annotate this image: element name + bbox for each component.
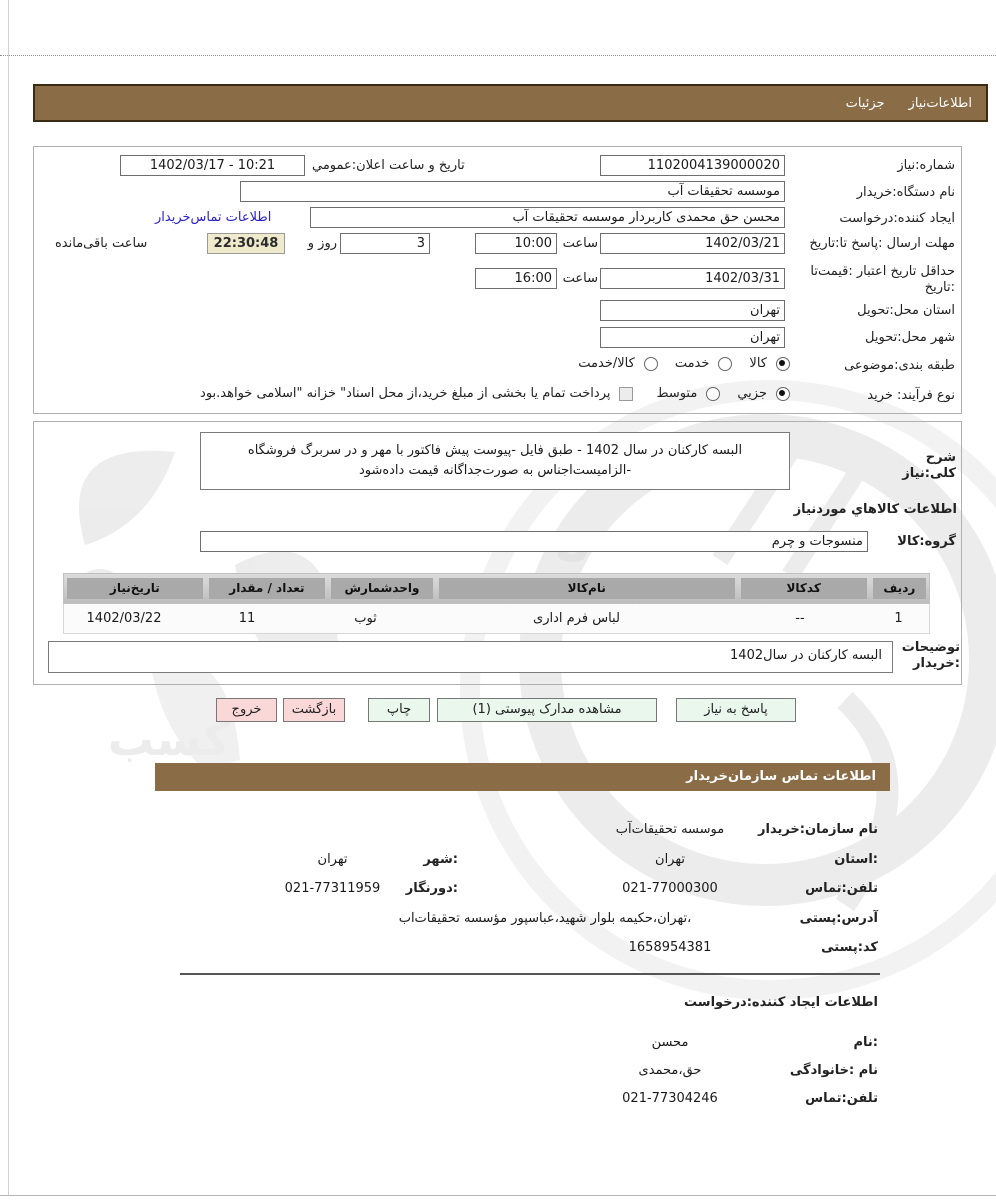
contact-phone-label: تلفن:تماس: [805, 881, 878, 896]
creator-family-label: نام :خانوادگی: [789, 1063, 878, 1078]
section-divider: [180, 973, 880, 975]
price-validity-label: حداقل تاریخ اعتبار :قیمت‌تا :تاریخ: [810, 264, 955, 296]
goods-table-header: [63, 573, 930, 604]
need-description-box[interactable]: البسه کارکنان در سال 1402 - طبق فایل -پیوست پیش فاکتور با مهر و در سربرگ فروشگاه -الزامیست‌اجناس به صورت‌جداگانه قیمت داده‌شود: [200, 432, 790, 490]
contact-province-label: :استان: [834, 852, 878, 867]
col-need-date: تاریخ‌نیاز: [67, 578, 203, 599]
svg-text:کسب: کسب: [107, 712, 230, 766]
goods-table: [63, 573, 930, 634]
tab-details[interactable]: جزئیات: [845, 95, 885, 111]
need-number-label: شماره:نیاز: [897, 158, 955, 173]
radio-service-label: خدمت: [674, 356, 710, 371]
request-creator-header: اطلاعات ایجاد کننده:درخواست: [684, 995, 878, 1010]
need-description-label: شرح کلی:نیاز: [902, 450, 956, 482]
contact-city-value: تهران: [317, 852, 348, 867]
exit-button[interactable]: خروج: [216, 698, 277, 722]
treasury-payment-checkbox[interactable]: [619, 387, 633, 401]
request-creator-value[interactable]: محسن حق محمدی کاربردار موسسه تحقیقات آب: [310, 207, 785, 228]
contact-fax-value: 021-77311959: [284, 881, 381, 896]
tab-need-info[interactable]: اطلاعات‌نیاز: [908, 95, 972, 111]
cell-unit: ثوب: [354, 611, 377, 626]
radio-goods-label: کالا: [749, 356, 767, 371]
contact-city-label: :شهر: [423, 852, 458, 867]
radio-medium-label: متوسط: [656, 386, 698, 401]
announce-datetime-value[interactable]: 1402/03/17 - 10:21: [120, 155, 305, 176]
reply-deadline-time[interactable]: 10:00: [475, 233, 557, 254]
delivery-city-value[interactable]: تهران: [600, 327, 785, 348]
left-page-border: [8, 0, 9, 1195]
price-validity-date[interactable]: 1402/03/31: [600, 268, 785, 289]
col-goods-name: نام‌کالا: [439, 578, 735, 599]
radio-medium[interactable]: [706, 387, 720, 401]
org-name-label: نام سازمان:خریدار: [758, 822, 878, 837]
bottom-page-border: [0, 1195, 996, 1196]
radio-partial-label: جزیي: [737, 386, 767, 401]
request-creator-label: ایجاد کننده:درخواست: [839, 211, 955, 226]
countdown-timer: 22:30:48: [207, 233, 285, 254]
hours-remaining-label: ساعت باقی‌مانده: [55, 236, 148, 251]
postal-address-value: ،تهران،حکیمه بلوار شهید،عباسپور مؤسسه تحقیقات‌آب: [398, 911, 692, 926]
cell-quantity: 11: [238, 611, 256, 626]
contact-province-value: تهران: [655, 852, 685, 867]
price-validity-time[interactable]: 16:00: [475, 268, 557, 289]
col-row: ردیف: [873, 578, 926, 599]
goods-info-header: اطلاعات کالاهاي موردنیاز: [793, 502, 957, 517]
table-row[interactable]: [63, 604, 930, 634]
delivery-province-label: استان محل:تحویل: [857, 303, 955, 318]
radio-goods-service[interactable]: [644, 357, 658, 371]
radio-service[interactable]: [718, 357, 732, 371]
tab-bar: [33, 84, 988, 122]
buyer-contact-link[interactable]: اطلاعات تماس‌خریدار: [155, 210, 272, 225]
postal-address-label: آدرس:پستی: [799, 911, 878, 926]
cell-goods-code: --: [795, 611, 805, 626]
days-remaining-value[interactable]: 3: [340, 233, 430, 254]
buyer-org-label: نام دستگاه:خریدار: [856, 185, 955, 200]
treasury-payment-note: پرداخت تمام یا بخشی از مبلغ خرید،از محل اسناد" خزانه "اسلامی خواهد.بود: [200, 386, 611, 401]
process-type-label: نوع فرآیند: خرید: [867, 388, 955, 403]
announce-datetime-label: تاریخ و ساعت اعلان:عمومي: [312, 158, 465, 173]
subject-class-label: طبقه بندی:موضوعی: [844, 358, 955, 373]
contact-fax-label: :دورنگار: [405, 881, 458, 896]
radio-partial[interactable]: [776, 387, 790, 401]
radio-goods[interactable]: [776, 357, 790, 371]
col-quantity: تعداد / مقدار: [209, 578, 325, 599]
days-label: روز و: [307, 236, 337, 251]
col-goods-code: کدکالا: [741, 578, 867, 599]
col-unit: واحدشمارش: [331, 578, 433, 599]
reply-to-need-button[interactable]: پاسخ به نیاز: [676, 698, 796, 722]
back-button[interactable]: بازگشت: [283, 698, 345, 722]
view-attachments-button[interactable]: مشاهده مدارک پیوستی (1): [437, 698, 657, 722]
buyer-notes-label: توضیحات :خریدار: [901, 640, 960, 672]
deadline-hour-label: ساعت: [562, 236, 598, 251]
reply-deadline-date[interactable]: 1402/03/21: [600, 233, 785, 254]
creator-phone-label: تلفن:تماس: [805, 1091, 878, 1106]
creator-name-label: :نام: [853, 1035, 878, 1050]
buyer-org-value[interactable]: موسسه تحقیقات آب: [240, 181, 785, 202]
goods-group-label: گروه:کالا: [897, 534, 956, 549]
process-type-options: [110, 386, 790, 402]
contact-phone-value: 021-77000300: [622, 881, 718, 896]
top-dotted-divider: [0, 55, 996, 56]
creator-phone-value: 021-77304246: [622, 1091, 718, 1106]
creator-name-value: محسن: [651, 1035, 689, 1050]
need-number-value[interactable]: 1102004139000020: [600, 155, 785, 176]
cell-row: 1: [894, 611, 903, 626]
cell-goods-name: لباس فرم اداری: [533, 611, 620, 626]
delivery-province-value[interactable]: تهران: [600, 300, 785, 321]
cell-need-date: 1402/03/22: [86, 611, 162, 626]
buyer-contact-header: اطلاعات تماس سازمان‌خریدار: [155, 763, 890, 791]
buyer-notes-box[interactable]: البسه کارکنان در سال1402: [48, 641, 893, 673]
postal-code-label: کد:پستی: [821, 940, 878, 955]
org-name-value: موسسه تحقیقات‌آب: [615, 822, 725, 837]
creator-family-value: حق،محمدی: [638, 1063, 702, 1078]
delivery-city-label: شهر محل:تحویل: [865, 330, 955, 345]
subject-class-options: [540, 356, 790, 372]
reply-deadline-label: مهلت ارسال :پاسخ تا:تاریخ: [809, 236, 955, 251]
validity-hour-label: ساعت: [562, 271, 598, 286]
print-button[interactable]: چاپ: [368, 698, 430, 722]
goods-group-value[interactable]: منسوجات و چرم: [200, 531, 868, 552]
postal-code-value: 1658954381: [628, 940, 712, 955]
radio-goods-service-label: کالا/خدمت: [578, 356, 635, 371]
